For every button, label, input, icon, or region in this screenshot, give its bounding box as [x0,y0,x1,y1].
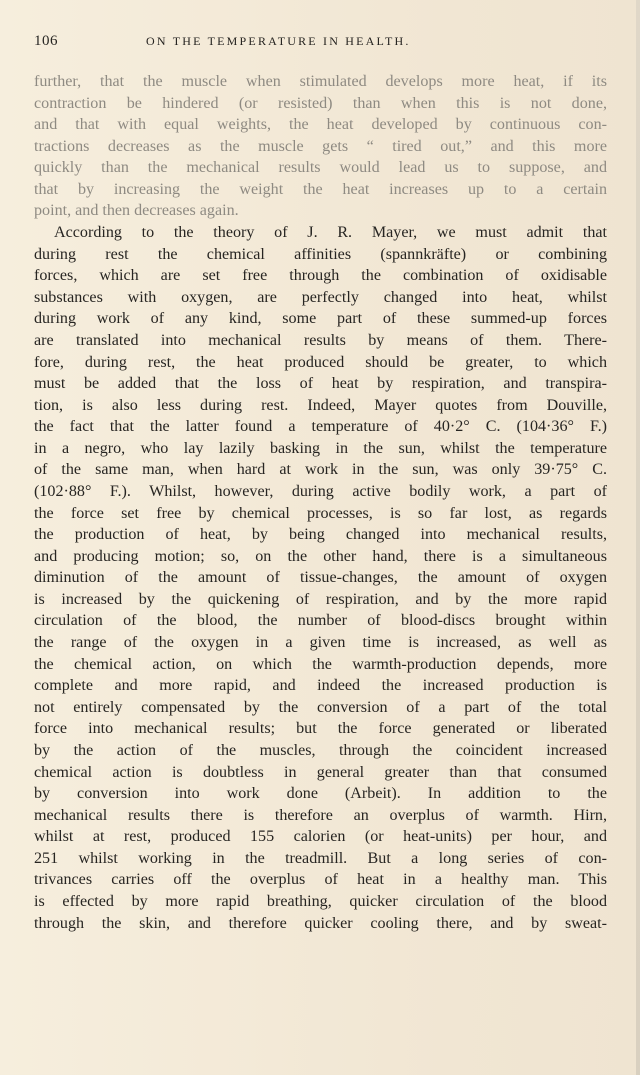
text-line: tion, is also less during rest. Indeed, Mayer quotes from Douville, [34,396,607,414]
text-line: must be added that the loss of heat by respiration, and transpira- [34,375,607,393]
text-line: further, that the muscle when stimulated develops more heat, if its [34,73,607,90]
text-line: 251 whilst working in the treadmill. But a long series of con- [34,849,607,867]
text-line: by conversion into work done (Arbeit). In addition to the [34,785,607,803]
text-line: the range of the oxygen in a given time is increased, as well as [34,634,607,652]
text-line: and that with equal weights, the heat developed by continuous con- [34,116,607,134]
text-line: by the action of the muscles, through the coincident increased [34,741,607,759]
text-line: during rest the chemical affinities (spannkräfte) or combining [34,245,607,263]
text-line: trivances carries off the overplus of heat in a healthy man. This [34,871,607,889]
text-line: substances with oxygen, are perfectly changed into heat, whilst [34,288,607,306]
text-line: the force set free by chemical processes, is so far lost, as regards [34,504,607,522]
text-line: is increased by the quickening of respiration, and by the more rapid [34,590,607,608]
page-header [34,33,608,55]
text-line: fore, during rest, the heat produced should be greater, to which [34,353,607,371]
text-line: According to the theory of J. R. Mayer, we must admit that [54,224,607,242]
text-line: whilst at rest, produced 155 calorien (or heat-units) per hour, and [34,828,607,846]
text-line: mechanical results there is therefore an overplus of warmth. Hirn, [34,806,607,824]
text-line: point, and then decreases again. [34,202,239,220]
text-line: diminution of the amount of tissue-changes, the amount of oxygen [34,569,607,587]
text-line: during work of any kind, some part of these summed-up forces [34,310,607,328]
text-line: forces, which are set free through the combination of oxidisable [34,267,607,285]
text-line: that by increasing the weight the heat increases up to a certain [34,180,607,198]
text-line: contraction be hindered (or resisted) than when this is not done, [34,94,607,112]
text-line: not entirely compensated by the conversion of a part of the total [34,698,607,716]
text-line: circulation of the blood, the number of blood-discs brought within [34,612,607,630]
body-text [34,71,607,934]
text-line: force into mechanical results; but the force generated or liberated [34,720,607,738]
page-number: 106 [34,33,58,49]
text-line: chemical action is doubtless in general greater than that consumed [34,763,607,781]
text-line: and producing motion; so, on the other hand, there is a simultaneous [34,547,607,565]
text-line: are translated into mechanical results by means of them. There- [34,331,607,349]
text-line: complete and more rapid, and indeed the increased production is [34,677,607,695]
text-line: of the same man, when hard at work in the sun, was only 39·75° C. [34,461,607,479]
text-line: through the skin, and therefore quicker cooling there, and by sweat- [34,914,607,932]
text-line: the production of heat, by being changed into mechanical results, [34,526,607,544]
text-line: the fact that the latter found a temperature of 40·2° C. (104·36° F.) [34,418,607,436]
text-line: is effected by more rapid breathing, quicker circulation of the blood [34,892,607,910]
running-head: ON THE TEMPERATURE IN HEALTH. [146,34,411,48]
text-line: in a negro, who lay lazily basking in the sun, whilst the temperature [34,439,607,457]
text-line: (102·88° F.). Whilst, however, during active bodily work, a part of [34,482,607,500]
text-line: tractions decreases as the muscle gets “ tired out,” and this more [34,137,607,155]
text-line: the chemical action, on which the warmth-production depends, more [34,655,607,673]
text-line: quickly than the mechanical results would lead us to suppose, and [34,159,607,177]
